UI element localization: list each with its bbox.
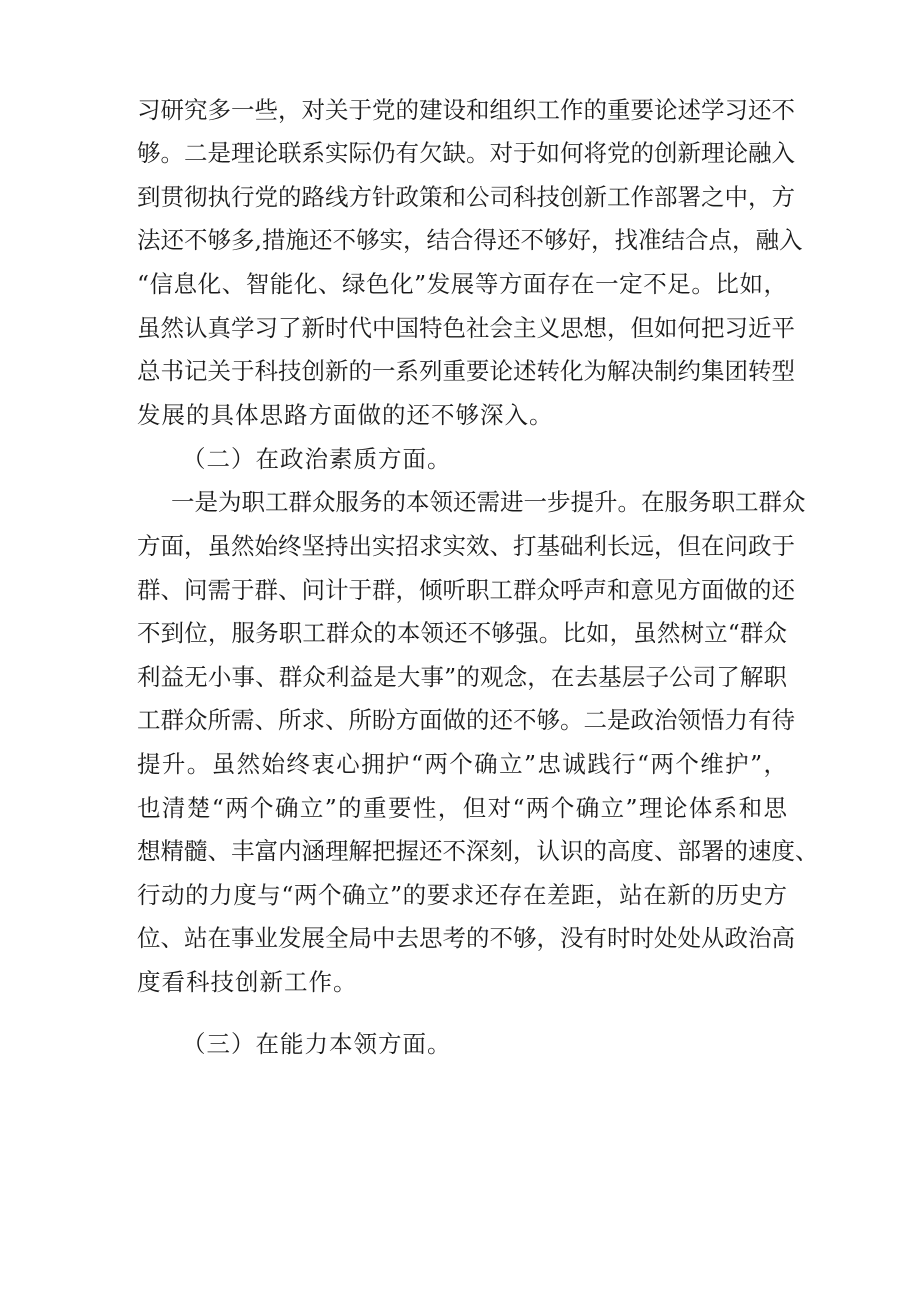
body-text-line: 法还不够多,措施还不够实，结合得还不够好，找准结合点，融入 (137, 226, 803, 254)
section-heading: （二）在政治素质方面。 (182, 445, 452, 473)
body-text-line: 一是为职工群众服务的本领还需进一步提升。在服务职工群众 (171, 488, 806, 516)
body-text-line: 够。二是理论联系实际仍有欠缺。对于如何将党的创新理论融入 (137, 139, 795, 167)
body-text-line: 方面，虽然始终坚持出实招求实效、打基础利长远，但在问政于 (137, 532, 795, 560)
body-text-line: 利益无小事、群众利益是大事”的观念，在去基层子公司了解职 (137, 663, 787, 691)
body-text-line: 行动的力度与“两个确立”的要求还存在差距，站在新的历史方 (137, 881, 787, 909)
body-text-line: 虽然认真学习了新时代中国特色社会主义思想，但如何把习近平 (137, 314, 795, 342)
body-text-line: 想精髓、丰富内涵理解把握还不深刻，认识的高度、部署的速度、 (137, 837, 819, 865)
body-text-line: 群、问需于群、问计于群，倾听职工群众呼声和意见方面做的还 (137, 576, 795, 604)
body-text-line: 不到位，服务职工群众的本领还不够强。比如，虽然树立“群众 (137, 619, 787, 647)
body-text-line: 度看科技创新工作。 (137, 968, 358, 996)
body-text-line: 总书记关于科技创新的一系列重要论述转化为解决制约集团转型 (137, 357, 795, 385)
body-text-line: 发展的具体思路方面做的还不够深入。 (137, 401, 554, 429)
body-text-line: 工群众所需、所求、所盼方面做的还不够。二是政治领悟力有待 (137, 706, 795, 734)
body-text-line: 也清楚“两个确立”的重要性，但对“两个确立”理论体系和思 (137, 794, 787, 822)
section-heading: （三）在能力本领方面。 (182, 1030, 452, 1058)
body-text-line: 位、站在事业发展全局中去思考的不够，没有时时处处从政治高 (137, 924, 795, 952)
body-text-line: 提升。虽然始终衷心拥护“两个确立”忠诚践行“两个维护”， (137, 750, 787, 778)
body-text-line: 到贯彻执行党的路线方针政策和公司科技创新工作部署之中，方 (137, 183, 795, 211)
body-text-line: 习研究多一些，对关于党的建设和组织工作的重要论述学习还不 (137, 96, 795, 124)
body-text-line: “信息化、智能化、绿色化”发展等方面存在一定不足。比如， (137, 270, 787, 298)
